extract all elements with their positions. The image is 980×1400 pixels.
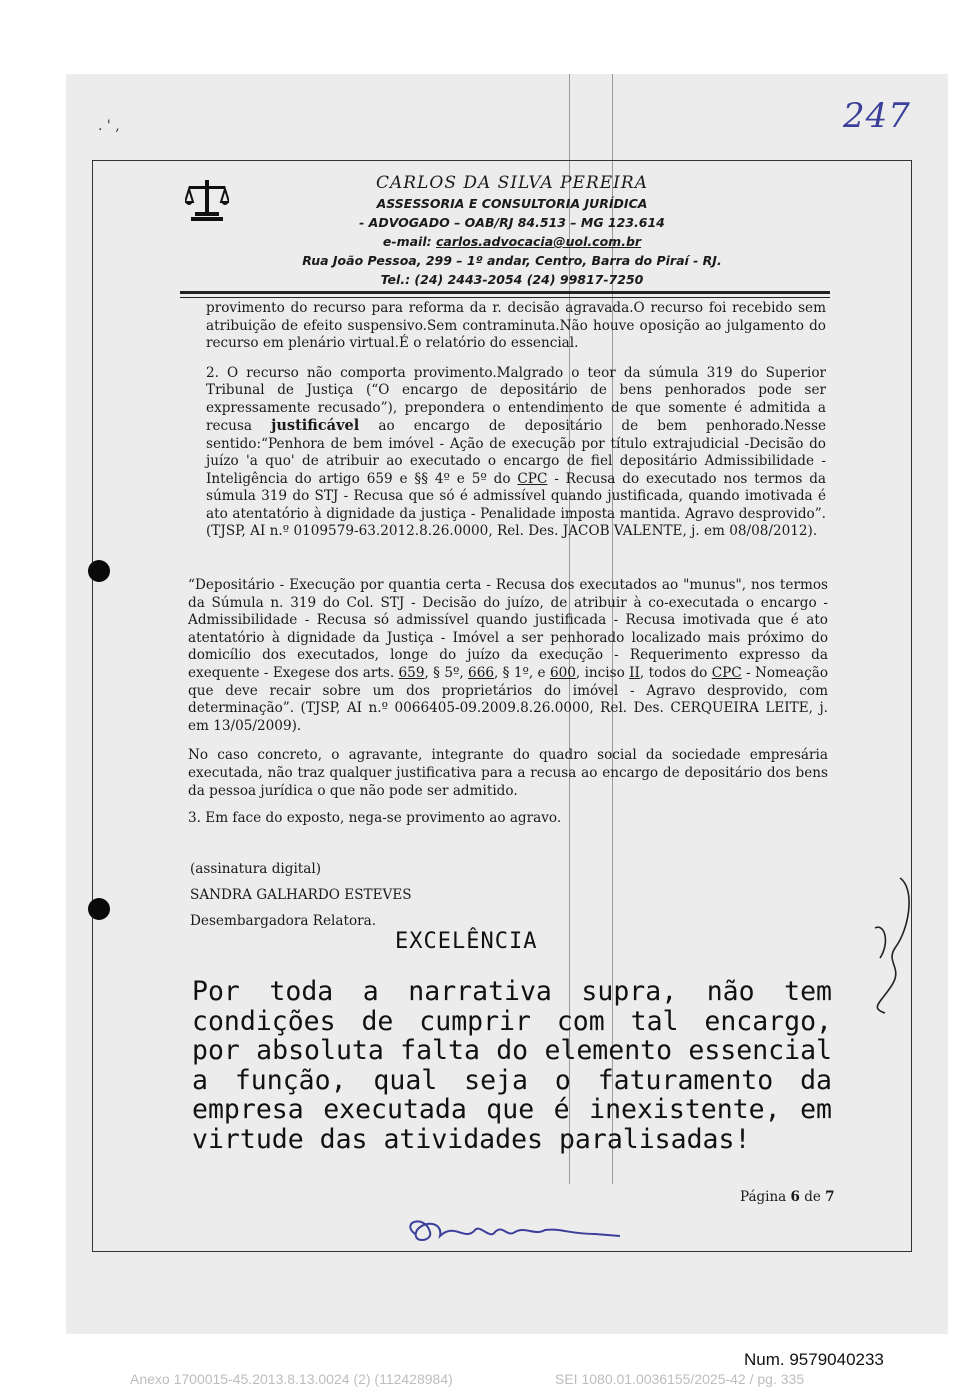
letterhead-line2: - ADVOGADO – OAB/RJ 84.513 – MG 123.614 [359, 215, 665, 230]
signer-role: Desembargadora Relatora. [190, 913, 377, 929]
email-label: e-mail: [382, 234, 432, 249]
letterhead-address: Rua João Pessoa, 299 – 1º andar, Centro, Barra do Piraí - RJ. [302, 253, 722, 268]
document-number: Num. 9579040233 [744, 1350, 884, 1369]
text-span: ao encargo de depositário de bem penhorado.Nesse sentido:“Penhora de bem imóvel - Ação de execução por título extrajudicial -Decisão do juízo 'a quo' de atribuir ao executado o encargo de fiel depositário Admissibilidade - Inteligência do artigo 659 e §§ 4º e 5º do [206, 418, 826, 487]
letterhead-rule-thin [180, 297, 830, 298]
paragraph: provimento do recurso para reforma da r. decisão agravada.O recurso foi recebido sem atribuição de efeito suspensivo.Sem contraminuta.Não houve oposição ao julgamento do recurso em plenário virtual.É o relatório do essencial. [206, 300, 826, 351]
letterhead-phone: Tel.: (24) 2443-2054 (24) 99817-7250 [380, 272, 644, 287]
letterhead-line1: ASSESSORIA E CONSULTORIA JURÍDICA [376, 196, 648, 211]
handwritten-page-number: 247 [843, 96, 911, 136]
text-span: “Depositário - Execução por quantia certa - Recusa dos executados ao "munus", nos termos da Súmula n. 319 do Col. STJ - Decisão do juízo, de atribuir à co-executada o encargo - Admissibilidade - Recusa só admissível quando justificada - Recusa imotivada que é ato atentatório à dignidade da Justiça - Imóvel a ser penhorado localizado mais próximo do domicílio dos executados, longe do juízo da execução - Requerimento expresso da exequente - Exegese dos arts. [188, 577, 828, 681]
addendum-text: Por toda a narrativa supra, não tem condições de cumprir com tal encargo, por absoluta falta do elemento essencial a função, qual seja o faturamento da empresa executada que é inexistente, em virtude das atividades paralisadas! [192, 976, 832, 1155]
handwritten-signature [395, 1212, 625, 1252]
article-link[interactable]: 659 [398, 664, 425, 681]
bold-term: justificável [271, 417, 360, 434]
article-link[interactable]: II [629, 664, 640, 681]
paragraph: 3. Em face do exposto, nega-se provimento ao agravo. [188, 810, 562, 827]
page-total: 7 [825, 1189, 835, 1205]
lawyer-name: CARLOS DA SILVA PEREIRA [376, 173, 648, 193]
email-link[interactable]: carlos.advocacia@uol.com.br [435, 234, 642, 249]
page-number [740, 1189, 835, 1205]
addendum-heading: EXCELÊNCIA [395, 929, 538, 954]
footer [130, 1371, 890, 1387]
stray-marks: . ' , [98, 118, 120, 134]
cpc-link[interactable]: CPC [517, 470, 548, 487]
text-span: - Recusa do executado nos termos da súmula 319 do STJ - Recusa que só é admissível quando justificada, quando imotivada é ato atentatório à dignidade da justiça - Penalidade imposta mantida. Agravo desprovido”. (TJSP, AI n.º 0109579-63.2012.8.26.0000, Rel. Des. JACOB VALENTE, j. em 08/08/2012). [206, 470, 827, 539]
text-span: , todos do [639, 664, 712, 681]
letterhead-email [262, 232, 762, 251]
article-link[interactable]: 600 [549, 664, 576, 681]
footer-left: Anexo 1700015-45.2013.8.13.0024 (2) (112428984) [130, 1371, 453, 1387]
paragraph [188, 577, 828, 735]
page-current: 6 [790, 1189, 800, 1205]
page-sep: de [799, 1189, 826, 1205]
letterhead-rule [180, 291, 830, 294]
margin-signature [860, 868, 920, 1018]
text-span: , § 1º, e [494, 664, 550, 681]
text-span: , inciso [575, 664, 630, 681]
punch-hole [88, 560, 110, 582]
paragraph: No caso concreto, o agravante, integrante do quadro social da sociedade empresária executada, não traz qualquer justificativa para a recusa ao encargo de depositário dos bens da pessoa jurídica o que não pode ser admitido. [188, 747, 828, 799]
signer-name: SANDRA GALHARDO ESTEVES [190, 887, 412, 903]
cpc-link[interactable]: CPC [711, 664, 742, 681]
digital-signature-note: (assinatura digital) [190, 861, 322, 877]
jurisprudence-quote [188, 577, 828, 836]
scales-of-justice-icon [185, 178, 229, 222]
footer-right: SEI 1080.01.0036155/2025-42 / pg. 335 [555, 1371, 805, 1387]
text-span: 2. O recurso não comporta provimento.Malgrado o teor da súmula 319 do Superior Tribunal de Justiça (“O encargo de depositário de bens penhorados pode ser expressamente recusado”), prepondera o entendimento de que somente é admitida a recusa [206, 364, 826, 434]
punch-hole [88, 898, 110, 920]
signature-block [190, 856, 412, 934]
letterhead [262, 172, 762, 289]
decision-body [206, 300, 826, 549]
paragraph [206, 365, 826, 541]
article-link[interactable]: 666 [468, 664, 494, 681]
text-span: - Nomeação que deve recair sobre um dos proprietários do imóvel - Agravo desprovido, com determinação”. (TJSP, AI n.º 0066405-09.2009.8.26.0000, Rel. Des. CERQUEIRA LEITE, j. em 13/05/2009). [188, 664, 828, 734]
page-prefix: Página [740, 1189, 791, 1205]
text-span: , § 5º, [424, 664, 469, 681]
